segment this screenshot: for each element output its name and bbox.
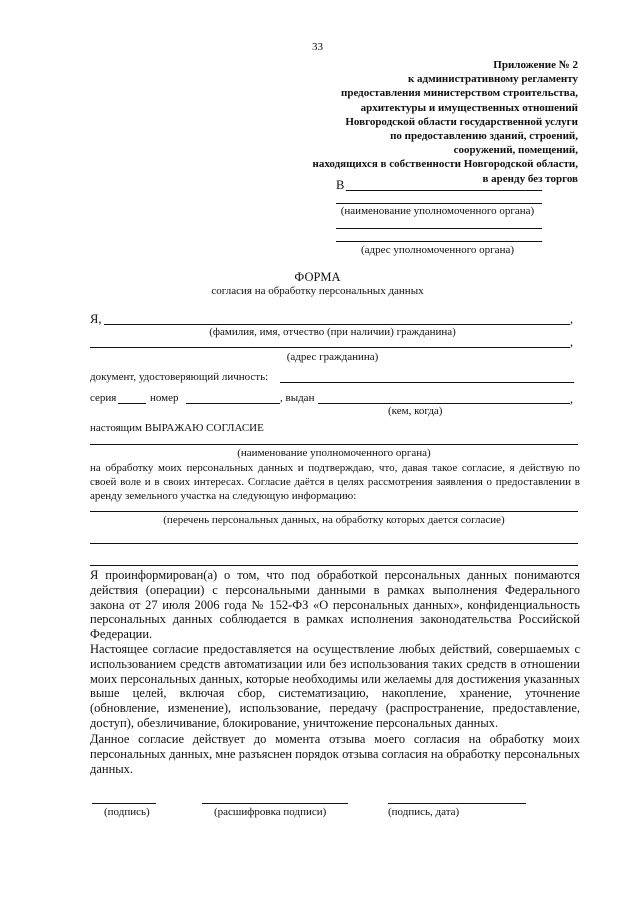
citizen-address-caption: (адрес гражданина) bbox=[286, 351, 379, 363]
appendix-line: предоставления министерством строительства, bbox=[340, 87, 578, 100]
signature-line bbox=[92, 803, 156, 804]
comma: , bbox=[570, 312, 574, 326]
series-label: серия bbox=[90, 392, 117, 404]
validity-paragraph: Данное согласие действует до момента отзыва моего согласия на обработку моих персональных данных, мне разъяснен порядок отзыва согласия на обработку персональных данных. bbox=[90, 732, 580, 776]
signature-caption: (подпись) bbox=[104, 806, 150, 818]
comma: , bbox=[570, 335, 574, 349]
appendix-line: находящихся в собственности Новгородской области, bbox=[312, 158, 578, 171]
appendix-line: по предоставлению зданий, строений, bbox=[390, 130, 578, 143]
appendix-line: к административному регламенту bbox=[407, 73, 578, 86]
appendix-line: Новгородской области государственной услуги bbox=[345, 115, 578, 128]
informed-paragraph: Я проинформирован(а) о том, что под обработкой персональных данных понимаются действия (операции) с персональными данными в рамках выполнения Федерального закона от 27 июля 2006 года № 152-ФЗ «О персональных данных», конфиденциальность персональных данных соблюдается в рамках исполнения законодательства Российской Федерации. bbox=[90, 568, 580, 642]
org-caption: (наименование уполномоченного органа) bbox=[340, 205, 535, 217]
number-label: номер bbox=[150, 392, 179, 404]
org-line bbox=[90, 444, 578, 445]
number-line bbox=[186, 403, 280, 404]
org-caption2: (наименование уполномоченного органа) bbox=[237, 447, 431, 459]
citizen-address-line bbox=[90, 347, 570, 348]
recipient-line bbox=[336, 203, 542, 204]
issued-label: , выдан bbox=[280, 392, 315, 404]
series-line bbox=[118, 403, 146, 404]
document-label: документ, удостоверяющий личность: bbox=[90, 371, 269, 383]
page-number: 33 bbox=[312, 41, 323, 53]
fio-line bbox=[104, 324, 570, 325]
issued-caption: (кем, когда) bbox=[388, 405, 443, 417]
appendix-line: сооружений, помещений, bbox=[453, 144, 578, 157]
signature-date-caption: (подпись, дата) bbox=[388, 806, 460, 818]
appendix-line: в аренду без торгов bbox=[482, 172, 578, 185]
fio-caption: (фамилия, имя, отчество (при наличии) гражданина) bbox=[209, 326, 456, 338]
form-title: ФОРМА bbox=[294, 270, 341, 284]
list-caption: (перечень персональных данных, на обработку которых дается согласие) bbox=[163, 514, 505, 526]
recipient-prefix: В bbox=[336, 178, 345, 192]
list-line bbox=[90, 511, 578, 512]
appendix-line: Приложение № 2 bbox=[493, 59, 578, 71]
issued-line bbox=[318, 403, 570, 404]
form-subtitle: согласия на обработку персональных данных bbox=[211, 285, 424, 297]
appendix-header bbox=[270, 58, 578, 186]
address-line bbox=[336, 228, 542, 229]
appendix-line: архитектуры и имущественных отношений bbox=[360, 101, 578, 114]
list-line bbox=[90, 543, 578, 544]
address-caption: (адрес уполномоченного органа) bbox=[360, 244, 515, 256]
decoding-caption: (расшифровка подписи) bbox=[214, 806, 327, 818]
processing-paragraph: на обработку моих персональных данных и подтверждаю, что, давая такое согласие, я действую по своей воле и в своих интересах. Согласие даётся в целях рассмотрения заявления о предоставлении в аренду земельного участка на следующую информацию: bbox=[90, 462, 580, 502]
consent-phrase: настоящим ВЫРАЖАЮ СОГЛАСИЕ bbox=[90, 422, 264, 434]
decoding-line bbox=[202, 803, 348, 804]
address-line bbox=[336, 241, 542, 242]
i-prefix: Я, bbox=[90, 312, 102, 326]
list-line bbox=[90, 565, 578, 566]
document-line bbox=[280, 382, 574, 383]
recipient-line bbox=[346, 190, 542, 191]
comma: , bbox=[570, 392, 574, 406]
scope-paragraph: Настоящее согласие предоставляется на осуществление любых действий, совершаемых с использованием средств автоматизации или без использования таких средств в отношении моих персональных данных, которые необходимы или желаемы для достижения указанных выше целей, включая сбор, систематизацию, накопление, хранение, уточнение (обновление, изменение), использование, передачу (распространение, предоставление, доступ), обезличивание, блокирование, уничтожение персональных данных. bbox=[90, 642, 580, 730]
signature-date-line bbox=[388, 803, 526, 804]
